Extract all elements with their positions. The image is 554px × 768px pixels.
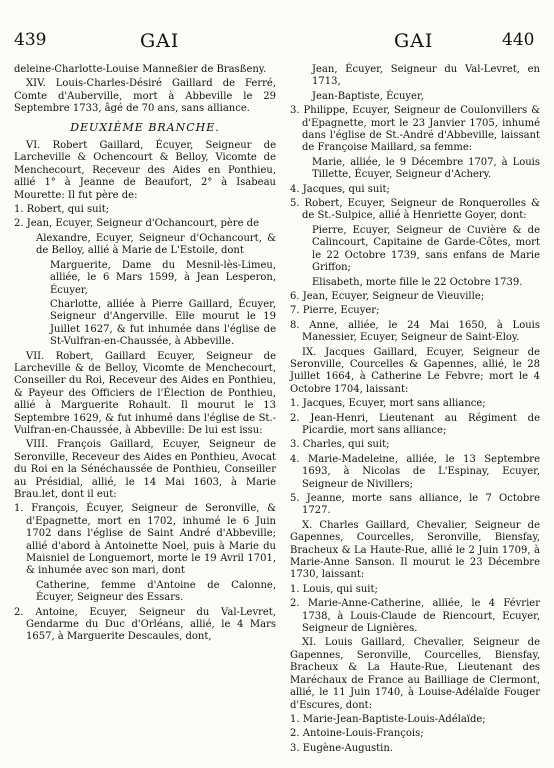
list-subitem: Alexandre, Ecuyer, Seigneur d'Ochancourt, & de Belloy, allié à Marie de L'Estoile, dont (36, 232, 276, 257)
list-item: 1. Marie-Jean-Baptiste-Louis-Adélaïde; (290, 713, 486, 725)
list-subitem: Elisabeth, morte fille le 22 Octobre 1739. (312, 276, 523, 288)
paragraph: VII. Robert, Gaillard Ecuyer, Seigneur de Larcheville & de Belloy, Vicomte de Menchecourt, Conseiller du Roi, Receveur des Aides en Ponthieu, & Payeur des Officiers de l'Élection de Ponthieu, allié à Marguerite Rohault. Il mourut le 13 Septembre 1629, & fut inhumé dans l'église de St.-Vulfran-en-Chaussée, à Abbeville: De lui est issu: (14, 350, 276, 436)
list-item: 3. Charles, qui suit; (290, 439, 390, 451)
list-item: 2. Jean, Ecuyer, Seigneur d'Ochancourt, père de (14, 218, 260, 230)
list-item: 3. Eugène-Augustin. (290, 742, 393, 754)
right-column (290, 64, 540, 757)
left-running-title: GAI (140, 30, 180, 52)
list-item: 1. Robert, qui suit; (14, 204, 110, 216)
list-item: 2. Antoine-Louis-François; (290, 728, 424, 740)
paragraph: deleine-Charlotte-Louise Manneßier de Brasßeny. (14, 64, 267, 75)
paragraph: XIV. Louis-Charles-Désiré Gaillard de Ferré, Comte d'Auberville, mort à Abbeville le 29 Septembre 1733, âgé de 70 ans, sans alliance. (14, 78, 276, 115)
list-item: 2. Marie-Anne-Catherine, alliée, le 4 Février 1738, à Louis-Claude de Riencourt, Ecuyer, Seigneur de Lignières. (290, 598, 540, 635)
paragraph: X. Charles Gaillard, Chevalier, Seigneur de Gapennes, Courcelles, Seronville, Biensfay, Bracheux & La Haute-Rue, allié le 2 Juin 1709, à Marie-Anne Sanson. Il mourut le 23 Décembre 1730, laissant: (290, 519, 540, 581)
right-running-title: GAI (394, 30, 434, 52)
left-column (14, 64, 276, 646)
paragraph: XI. Louis Gaillard, Chevalier, Seigneur de Gapennes, Seronville, Courcelles, Biensfay, Bracheux & La Haute-Rue, Lieutenant des Maréchaux de France au Bailliage de Clermont, allié, le 11 Juin 1740, à Louise-Adélaïde Fouger d'Escures, dont: (290, 637, 540, 711)
right-page-number: 440 (502, 30, 535, 50)
list-item: 7. Pierre, Ecuyer; (290, 305, 380, 317)
list-item: 3. Philippe, Ecuyer, Seigneur de Coulonvillers & d'Epagnette, mort le 23 Janvier 1705, inhumé dans l'église de St.-André d'Abbeville, laissant de Françoise Maillard, sa femme: (290, 105, 540, 154)
list-item: 5. Robert, Ecuyer, Seigneur de Ronquerolles & de St.-Sulpice, allié à Henriette Goyer, dont: (290, 198, 540, 222)
list-subitem: Catherine, femme d'Antoine de Calonne, Écuyer, Seigneur des Essars. (36, 579, 276, 604)
list-item: 1. François, Écuyer, Seigneur de Seronville, & d'Epagnette, mort en 1702, inhumé le 6 Juin 1702 dans l'église de Saint André d'Abbeville; allié d'abord à Antoinette Noel, puis à Marie du Maisniel de Longuemort, morte le 19 Avril 1701, & inhumée avec son mari, dont (14, 503, 276, 577)
paragraph: IX. Jacques Gaillard, Ecuyer, Seigneur de Seronville, Courcelles & Gapennes, allié, le 28 Juillet 1664, à Catherine Le Febvre; mort le 4 Octobre 1704, laissant: (290, 346, 540, 395)
list-item: 2. Antoine, Ecuyer, Seigneur du Val-Levret, Gendarme du Duc d'Orléans, allié, le 4 Mars 1657, à Marguerite Descaules, dont, (14, 606, 276, 643)
list-subsubitem: Marguerite, Dame du Mesnil-lès-Limeu, alliée, le 6 Mars 1599, à Jean Lesperon, Écuyer, (50, 259, 276, 296)
list-item: 5. Jeanne, morte sans alliance, le 7 Octobre 1727. (290, 493, 540, 517)
list-item: 4. Marie-Madeleine, alliée, le 13 Septembre 1693, à Nicolas de L'Espinay, Ecuyer, Seigneur de Nivillers; (290, 453, 540, 490)
left-page-number: 439 (14, 30, 47, 50)
list-item: 8. Anne, alliée, le 24 Mai 1650, à Louis Manessier, Ecuyer, Seigneur de Saint-Eloy. (290, 319, 540, 344)
list-item: 2. Jean-Henri, Lieutenant au Régiment de Picardie, mort sans alliance; (290, 412, 540, 436)
list-item: 1. Jacques, Ecuyer, mort sans alliance; (290, 398, 486, 410)
list-subitem: Pierre, Ecuyer, Seigneur de Cuvière & de Calincourt, Capitaine de Garde-Côtes, mort le 22 Octobre 1739, sans enfans de Marie Griffon; (312, 224, 540, 274)
section-heading: DEUXIÈME BRANCHE. (70, 120, 220, 134)
list-item: 4. Jacques, qui suit; (290, 183, 390, 195)
list-item: 1. Louis, qui suit; (290, 583, 378, 595)
paragraph: VIII. François Gaillard, Ecuyer, Seigneur de Seronville, Receveur des Aides en Ponthieu, Avocat du Roi en la Sénéchaussée de Ponthieu, Conseiller au Présidial, allié, le 14 Mai 1603, à Marie Brau.let, dont il eut: (14, 439, 276, 500)
paragraph: VI. Robert Gaillard, Écuyer, Seigneur de Larcheville & Ochencourt & Belloy, Vicomte de Menchecourt, Receveur des Aides en Ponthieu, allié 1° à Jeanne de Beaufort, 2° à Isabeau Mourette: Il fut père de: (14, 140, 276, 201)
list-subitem: Jean-Baptiste, Écuyer, (312, 90, 424, 102)
list-subitem: Jean, Écuyer, Seigneur du Val-Levret, en 1713, (312, 64, 540, 88)
list-item: 6. Jean, Ecuyer, Seigneur de Vieuville; (290, 290, 485, 302)
list-subitem: Marie, alliée, le 9 Décembre 1707, à Louis Tillette, Écuyer, Seigneur d'Achery. (312, 156, 540, 181)
list-subsubitem: Charlotte, alliée à Pierre Gaillard, Écuyer, Seigneur d'Angerville. Elle mourut le 19 Juillet 1627, & fut inhumée dans l'église de St-Vulfran-en-Chaussée, à Abbeville. (50, 298, 276, 348)
